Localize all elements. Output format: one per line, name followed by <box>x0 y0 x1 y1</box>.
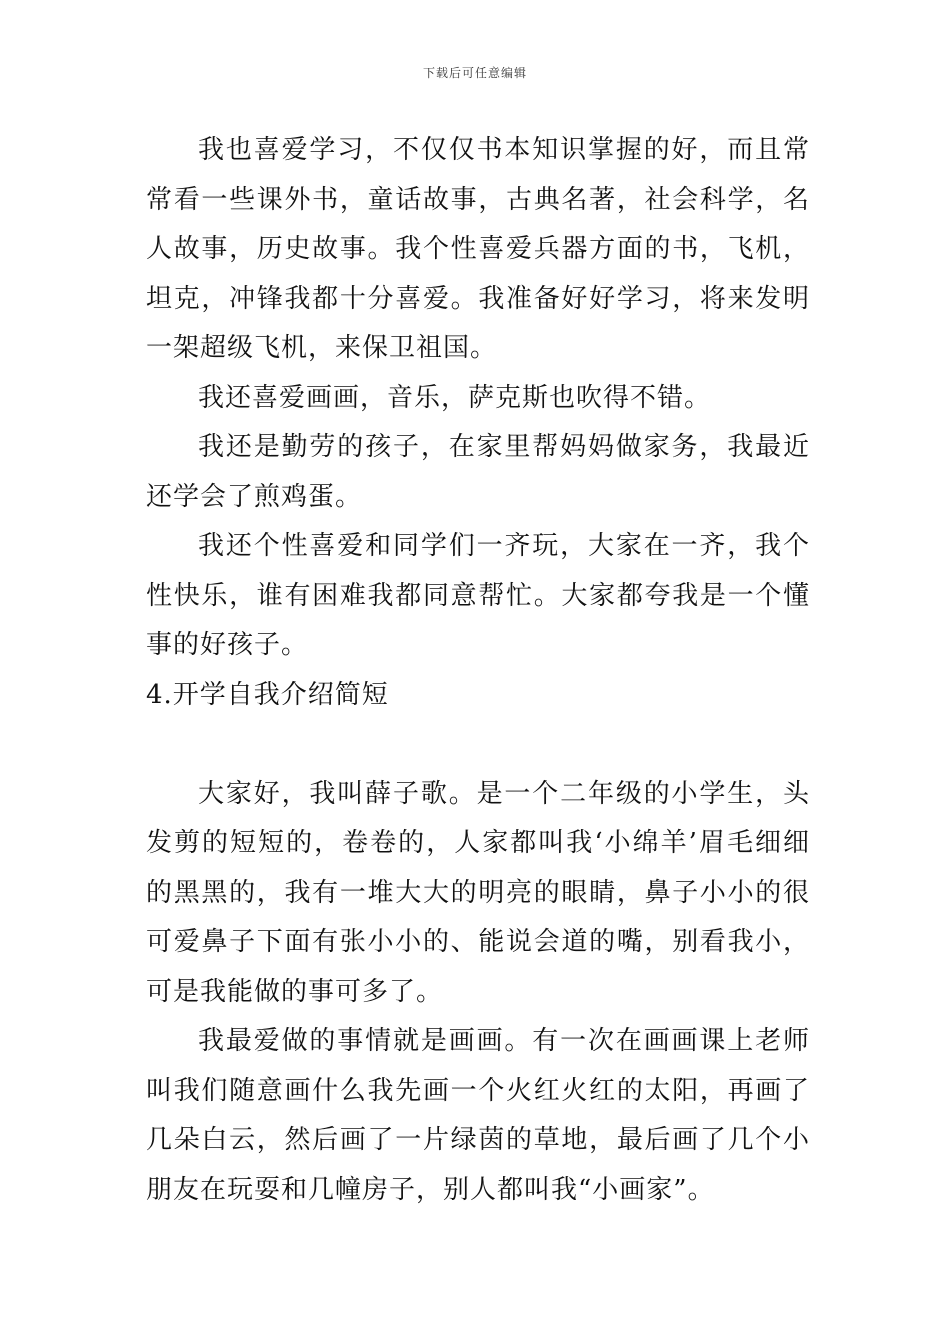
page-header: 下载后可任意编辑 <box>422 66 527 80</box>
paragraph-housework: 我还是勤劳的孩子，在家里帮妈妈做家务，我最近还学会了煎鸡蛋。 <box>146 432 810 512</box>
paragraph-hobbies: 我还喜爱画画，音乐，萨克斯也吹得不错。 <box>198 382 712 413</box>
paragraph-friends: 我还个性喜爱和同学们一齐玩，大家在一齐，我个性快乐，谁有困难我都同意帮忙。大家都夸我是一个懂事的好孩子。 <box>146 531 810 660</box>
document-body <box>146 126 810 1215</box>
paragraph-drawing: 我最爱做的事情就是画画。有一次在画画课上老师叫我们随意画什么我先画一个火红火红的太阳，再画了几朵白云，然后画了一片绿茵的草地，最后画了几个小朋友在玩耍和几幢房子，别人都叫我“小画家”。 <box>146 1026 810 1205</box>
blank-line <box>146 720 810 770</box>
section-heading: 4.开学自我介绍简短 <box>146 679 389 710</box>
paragraph-study: 我也喜爱学习，不仅仅书本知识掌握的好，而且常常看一些课外书，童话故事，古典名著，社会科学，名人故事，历史故事。我个性喜爱兵器方面的书，飞机，坦克，冲锋我都十分喜爱。我准备好好学习，将来发明一架超级飞机，来保卫祖国。 <box>146 135 810 363</box>
paragraph-introduction: 大家好，我叫薛子歌。是一个二年级的小学生，头发剪的短短的，卷卷的，人家都叫我‘小绵羊’眉毛细细的黑黑的，我有一堆大大的明亮的眼睛，鼻子小小的很可爱鼻子下面有张小小的、能说会道的嘴，别看我小，可是我能做的事可多了。 <box>146 778 810 1007</box>
